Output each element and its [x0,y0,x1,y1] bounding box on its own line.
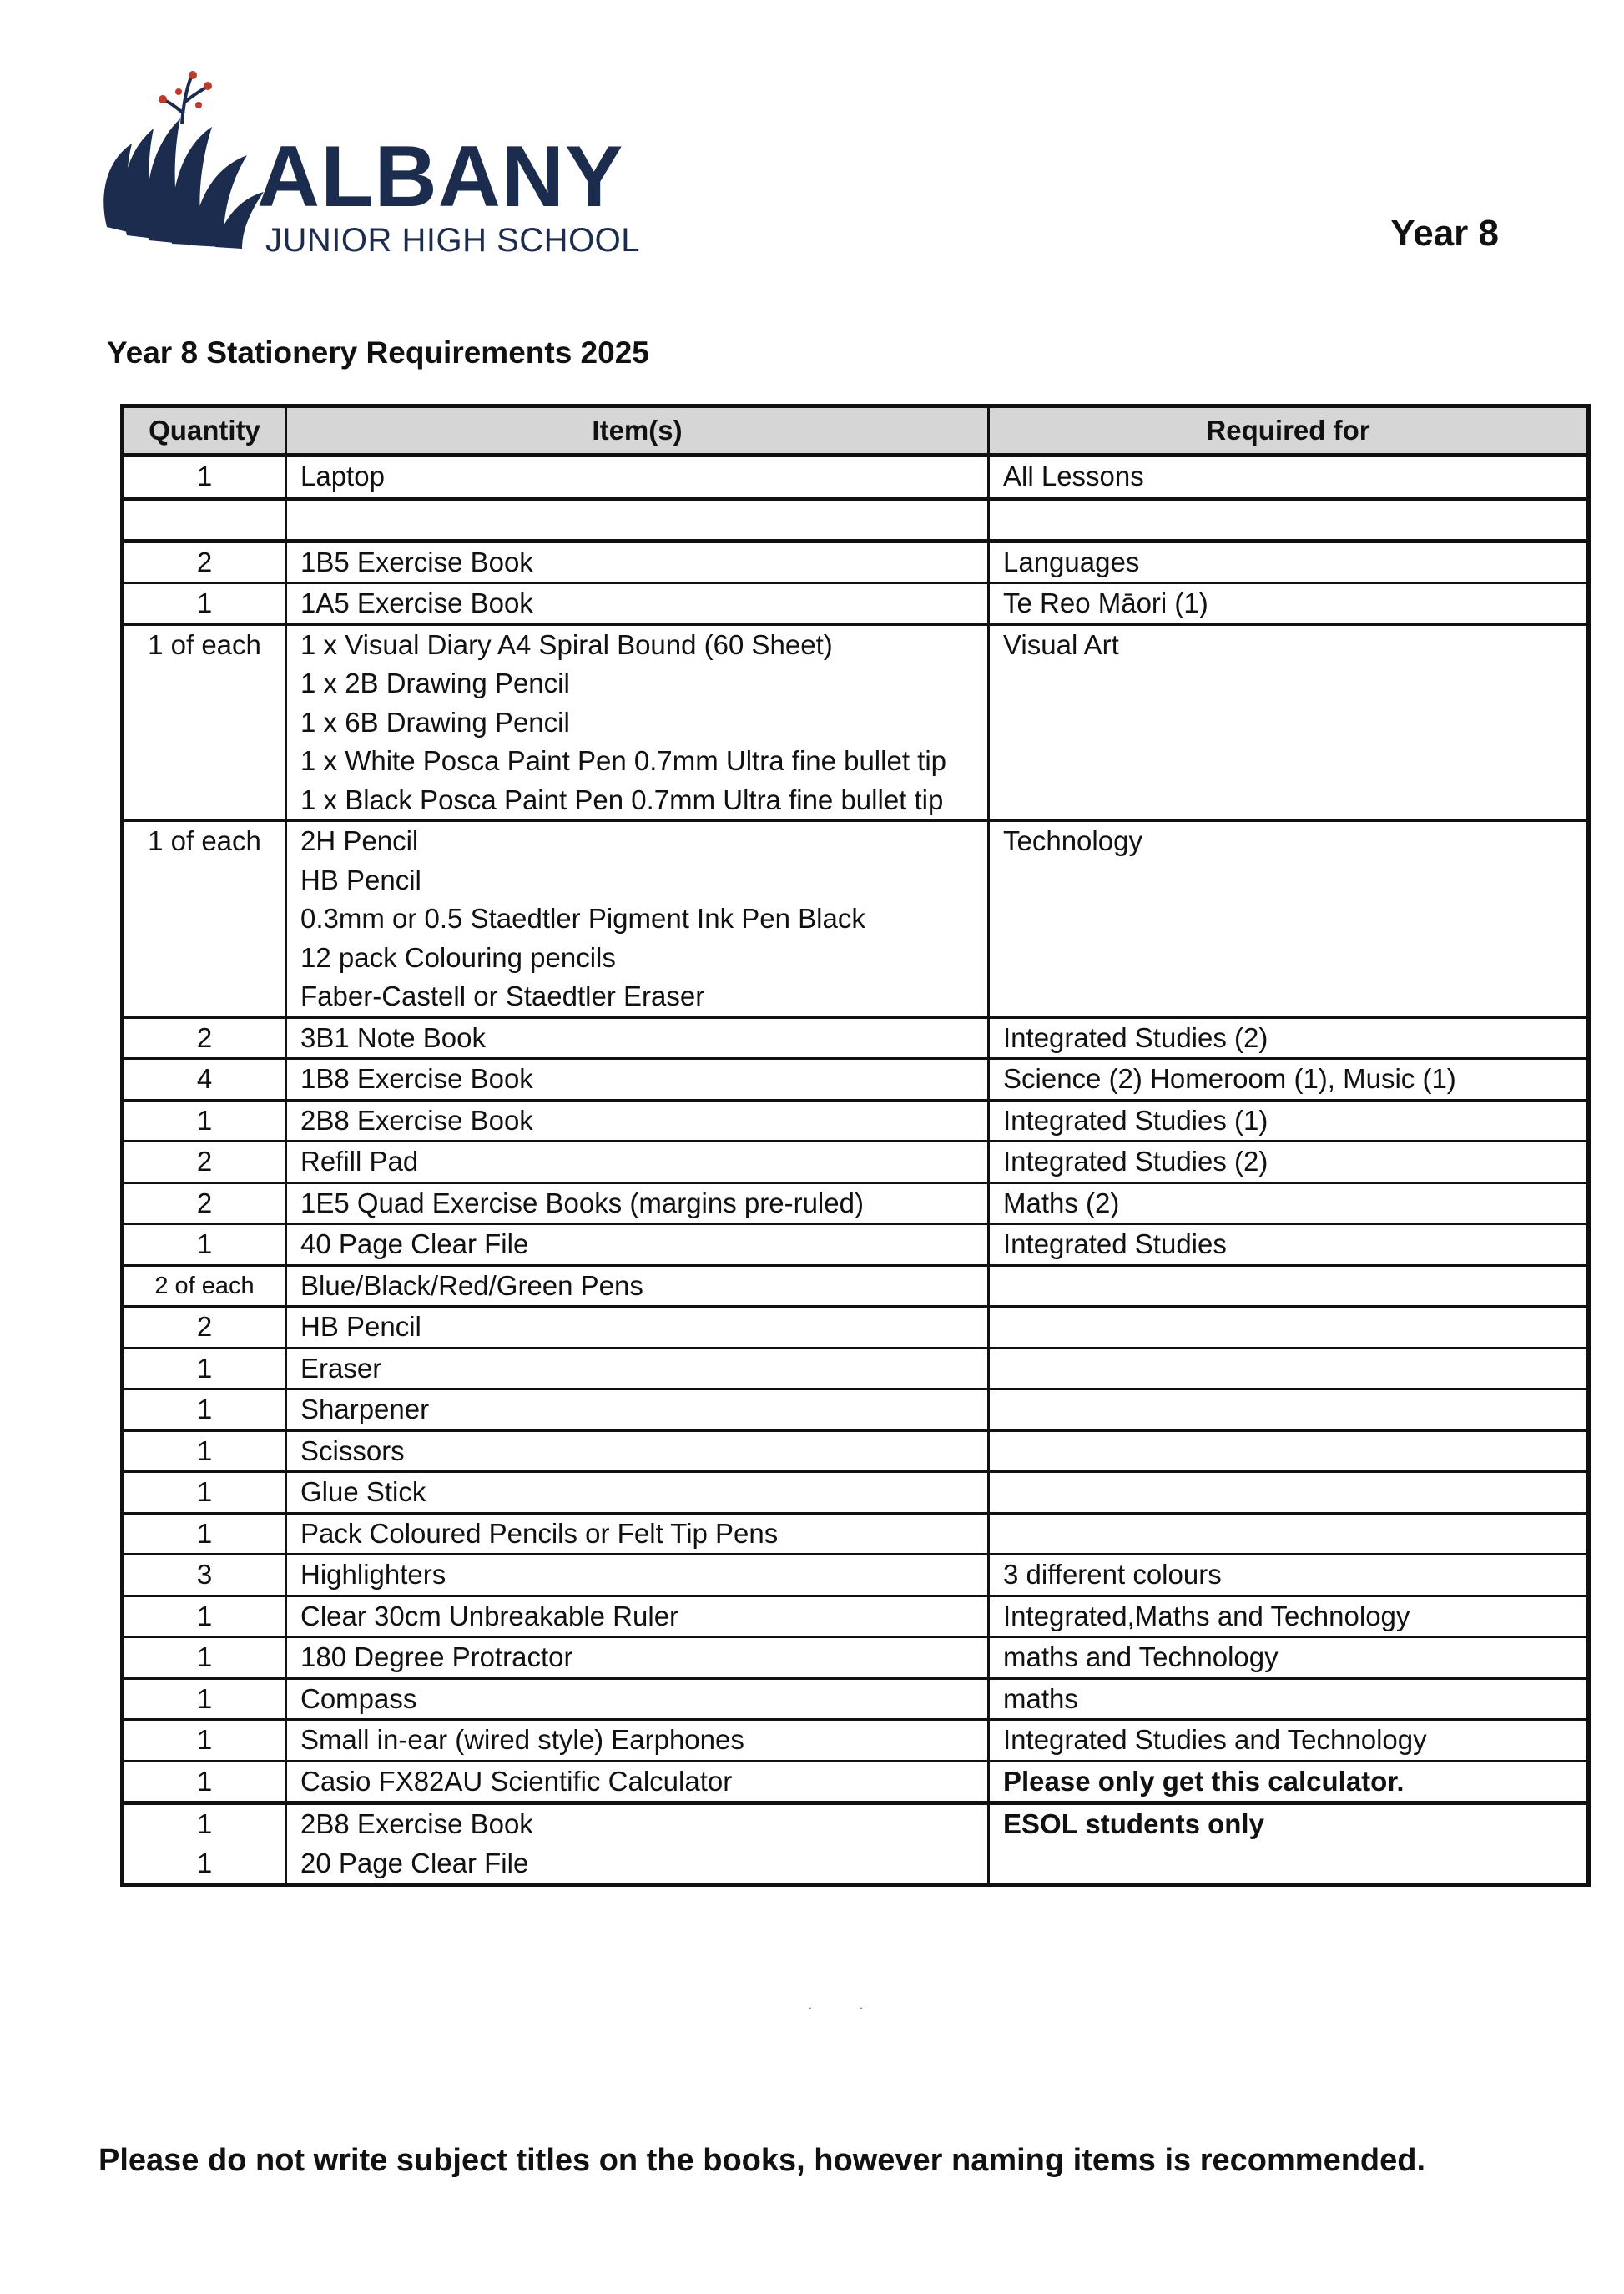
quantity-cell: 1 [123,1472,286,1514]
required-for-cell [989,1472,1589,1514]
table-row [123,1265,1589,1307]
table-row [123,1513,1589,1555]
item-cell: Compass [286,1678,989,1720]
quantity-cell: 1 of each [123,821,286,1018]
required-for-cell [989,1513,1589,1555]
required-for-cell: Integrated Studies (1) [989,1100,1589,1142]
requirements-table [120,404,1591,1887]
item-cell [286,821,989,1018]
item-line: 1 x 6B Drawing Pencil [300,706,570,738]
quantity-cell [123,1803,286,1885]
required-for-cell: 3 different colours [989,1555,1589,1596]
table-row [123,1803,1589,1885]
quantity-cell [123,498,286,541]
table-header-row [123,406,1589,456]
required-for-cell: Integrated Studies (2) [989,1142,1589,1183]
item-cell: Casio FX82AU Scientific Calculator [286,1761,989,1803]
item-line: 12 pack Colouring pencils [300,941,616,973]
required-for-cell: Languages [989,541,1589,583]
year-label: Year 8 [1390,213,1499,254]
table-row [123,1224,1589,1266]
header-required-for: Required for [989,406,1589,456]
quantity-cell: 1 [123,1224,286,1266]
quantity-cell: 1 [123,1761,286,1803]
item-cell: Small in-ear (wired style) Earphones [286,1720,989,1762]
quantity-cell: 1 [123,1720,286,1762]
item-cell: Highlighters [286,1555,989,1596]
item-cell: 1A5 Exercise Book [286,583,989,625]
required-for-cell: Science (2) Homeroom (1), Music (1) [989,1059,1589,1101]
table-row [123,1017,1589,1059]
table-row [123,1142,1589,1183]
quantity-cell: 2 [123,1017,286,1059]
header-quantity: Quantity [123,406,286,456]
item-line: 2B8 Exercise Book [300,1808,533,1839]
item-line: 20 Page Clear File [300,1847,529,1878]
required-for-cell: Integrated,Maths and Technology [989,1596,1589,1637]
item-cell: 40 Page Clear File [286,1224,989,1266]
required-for-cell [989,1348,1589,1389]
item-line: 1 x Black Posca Paint Pen 0.7mm Ultra fine bullet tip [300,784,944,815]
required-for-cell: Maths (2) [989,1182,1589,1224]
item-line: 1 x 2B Drawing Pencil [300,668,570,698]
school-logo [98,68,641,260]
item-cell: 1B8 Exercise Book [286,1059,989,1101]
quantity-cell: 2 [123,1142,286,1183]
quantity-cell: 1 [123,1678,286,1720]
quantity-cell: 2 of each [123,1265,286,1307]
item-cell [286,498,989,541]
table-row [123,1100,1589,1142]
item-cell: 1B5 Exercise Book [286,541,989,583]
item-cell: 1E5 Quad Exercise Books (margins pre-ruled) [286,1182,989,1224]
quantity-cell: 1 [123,1389,286,1431]
table-row [123,583,1589,625]
item-cell: Pack Coloured Pencils or Felt Tip Pens [286,1513,989,1555]
item-line: 1 x Visual Diary A4 Spiral Bound (60 Sheet) [300,628,833,660]
quantity-cell: 1 [123,1596,286,1637]
table-row [123,1182,1589,1224]
required-for-cell [989,498,1589,541]
quantity-cell: 2 [123,1307,286,1349]
quantity-cell: 3 [123,1555,286,1596]
quantity-cell: 1 [123,456,286,499]
quantity-cell: 1 of each [123,624,286,821]
quantity-cell: 2 [123,1182,286,1224]
quantity-cell: 1 [123,583,286,625]
table-row [123,1720,1589,1762]
flax-logo-icon [98,68,265,260]
quantity-cell: 1 [123,1637,286,1679]
item-cell: Blue/Black/Red/Green Pens [286,1265,989,1307]
table-row [123,456,1589,499]
header-items: Item(s) [286,406,989,456]
quantity-cell: 2 [123,541,286,583]
logo-subtitle: JUNIOR HIGH SCHOOL [265,222,641,259]
required-for-cell [989,1389,1589,1431]
item-cell: 3B1 Note Book [286,1017,989,1059]
required-for-cell [989,1430,1589,1472]
required-for-cell: All Lessons [989,456,1589,499]
table-row [123,1555,1589,1596]
table-row [123,1596,1589,1637]
table-row [123,1307,1589,1349]
table-row [123,821,1589,1018]
item-line: 0.3mm or 0.5 Staedtler Pigment Ink Pen Black [300,903,865,934]
item-line: 2H Pencil [300,825,419,856]
required-for-cell [989,1265,1589,1307]
table-row [123,1637,1589,1679]
item-cell: 2B8 Exercise Book [286,1100,989,1142]
required-for-cell: Integrated Studies and Technology [989,1720,1589,1762]
footer-note: Please do not write subject titles on the books, however naming items is recommended. [98,2143,1426,2178]
table-row [123,1059,1589,1101]
item-cell: Laptop [286,456,989,499]
quantity-cell: 4 [123,1059,286,1101]
table-row [123,624,1589,821]
table-row [123,1678,1589,1720]
table-row [123,1430,1589,1472]
required-for-cell: Please only get this calculator. [989,1761,1589,1803]
quantity-line: 1 [196,1808,213,1839]
logo-wordmark: ALBANY [257,129,624,225]
item-line: Faber-Castell or Staedtler Eraser [300,981,705,1011]
item-cell [286,1803,989,1885]
table-row [123,1761,1589,1803]
item-cell: Refill Pad [286,1142,989,1183]
item-cell: Sharpener [286,1389,989,1431]
stray-marks: ·· [808,2001,910,2015]
item-cell: Eraser [286,1348,989,1389]
quantity-cell: 1 [123,1348,286,1389]
item-line: HB Pencil [300,864,421,895]
quantity-cell: 1 [123,1100,286,1142]
item-cell: Scissors [286,1430,989,1472]
required-for-cell: ESOL students only [989,1803,1589,1885]
quantity-cell: 1 [123,1513,286,1555]
table-row [123,1472,1589,1514]
item-cell [286,624,989,821]
required-for-cell: Integrated Studies [989,1224,1589,1266]
table-row [123,541,1589,583]
required-for-cell: Integrated Studies (2) [989,1017,1589,1059]
quantity-cell: 1 [123,1430,286,1472]
required-for-cell: maths [989,1678,1589,1720]
required-for-cell: Visual Art [989,624,1589,821]
item-cell: Glue Stick [286,1472,989,1514]
quantity-line: 1 [196,1847,213,1878]
item-cell: Clear 30cm Unbreakable Ruler [286,1596,989,1637]
table-row [123,1389,1589,1431]
table-row-empty [123,498,1589,541]
required-for-cell: Technology [989,821,1589,1018]
item-cell: 180 Degree Protractor [286,1637,989,1679]
table-row [123,1348,1589,1389]
page-title: Year 8 Stationery Requirements 2025 [107,335,649,370]
required-for-cell: Te Reo Māori (1) [989,583,1589,625]
required-for-cell: maths and Technology [989,1637,1589,1679]
item-line: 1 x White Posca Paint Pen 0.7mm Ultra fine bullet tip [300,745,947,776]
item-cell: HB Pencil [286,1307,989,1349]
required-for-cell [989,1307,1589,1349]
